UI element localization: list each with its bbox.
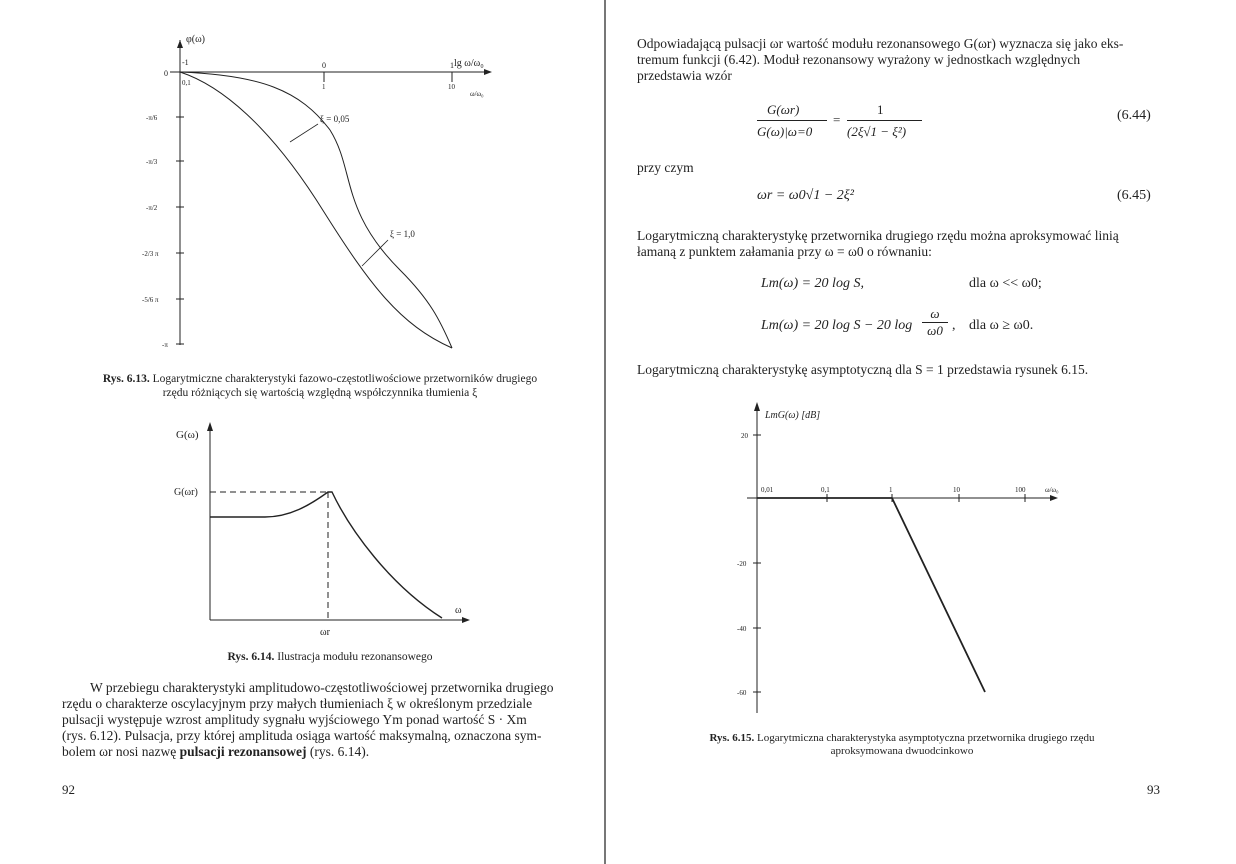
x-tick2-0: 0,1: [182, 79, 191, 87]
page-number-left: 92: [62, 782, 75, 797]
lm-equation-1: Lm(ω) = 20 log S,: [761, 276, 864, 291]
y-axis-arrow: [207, 422, 213, 431]
y-tick-20: 20: [741, 432, 748, 440]
x-tick-2: 1: [450, 61, 454, 70]
x-tick-10: 10: [953, 486, 960, 494]
para-line: Logarytmiczną charakterystykę przetwornika drugiego rzędu można aproksymować linią: [637, 228, 1119, 243]
y-axis-arrow: [754, 402, 760, 411]
fig-6-13-phase-chart: [140, 30, 500, 355]
equation-6-44: G(ωr) G(ω)|ω=0 = 1 (2ξ√1 − ξ²): [757, 98, 957, 148]
equation-6-45: ωr = ω0√1 − 2ξ²: [757, 188, 854, 203]
para-line: przedstawia wzór: [637, 68, 732, 83]
body-paragraph: [62, 680, 578, 760]
y-axis-label: LmG(ω) [dB]: [765, 410, 821, 421]
para-line: Odpowiadającą pulsacji ωr wartość modułu rezonansowego G(ωr) wyznacza się jako eks-: [637, 36, 1124, 51]
para-text: (rys. 6.14).: [306, 744, 370, 759]
lm-condition-2: dla ω ≥ ω0.: [969, 318, 1034, 333]
fig-6-15-asymptotic-chart: [727, 398, 1067, 718]
frac-num: ω: [930, 306, 940, 321]
y-tick-6: -π: [162, 341, 168, 349]
para-last-line: [62, 744, 578, 760]
eq-number-6-45: (6.45): [1117, 188, 1151, 203]
para-line: łamaną z punktem załamania przy ω = ω0 o równaniu:: [637, 244, 932, 259]
y-tick-m20: -20: [737, 560, 747, 568]
fig-6-14-resonance-chart: [170, 420, 480, 645]
y-axis-label: G(ω): [176, 429, 199, 441]
eq-rhs-num: 1: [877, 102, 884, 117]
caption-label: Rys. 6.13.: [102, 373, 150, 385]
right-page: [607, 0, 1236, 864]
resonance-curve: [210, 492, 442, 618]
para-bold-term: pulsacji rezonansowej: [179, 744, 307, 759]
x-tick-1: 0: [322, 61, 326, 70]
label-xi-1-0: ξ = 1,0: [390, 229, 415, 239]
para-text: bolem ωr nosi nazwę: [62, 744, 180, 759]
curve-xi-0-05: [180, 72, 452, 348]
y-tick-4: -2/3 π: [142, 250, 159, 258]
para-line: pulsacji występuje wzrost amplitudy sygnału wyjściowego Ym ponad wartość S · Xm: [62, 712, 527, 727]
x-unit-label: ω/ω₀: [470, 90, 484, 98]
lm-equation-2: Lm(ω) = 20 log S − 20 log: [761, 318, 913, 333]
x-marker-label: ωr: [320, 627, 330, 638]
x-tick2-1: 1: [322, 83, 326, 91]
y-tick-m40: -40: [737, 625, 747, 633]
x-tick2-2: 10: [448, 83, 455, 91]
book-spine: [604, 0, 606, 864]
caption-text: Ilustracja modułu rezonansowego: [274, 651, 433, 663]
x-tick-0-01: 0,01: [761, 486, 774, 494]
caption-label: Rys. 6.15.: [709, 732, 755, 744]
fig-6-14-caption: [150, 650, 510, 664]
eq-rhs-den: (2ξ√1 − ξ²): [847, 124, 907, 139]
paragraph-3: Logarytmiczną charakterystykę asymptotyczną dla S = 1 przedstawia rysunek 6.15.: [637, 362, 1089, 377]
x-axis-arrow: [484, 69, 492, 75]
x-axis-arrow: [462, 617, 470, 623]
label-xi-0-05: ξ = 0,05: [320, 114, 350, 124]
fig-6-13-caption: [100, 372, 540, 400]
y-tick-5: -5/6 π: [142, 296, 159, 304]
para-line: (rys. 6.12). Pulsacja, przy której amplituda osiąga wartość maksymalną, oznaczona sym-: [62, 728, 542, 743]
y-axis-arrow: [177, 40, 183, 48]
paragraph-2: [637, 228, 1162, 260]
przy-czym: przy czym: [637, 160, 694, 175]
x-axis-label: ω: [455, 605, 462, 616]
y-tick-1: -π/6: [146, 114, 158, 122]
y-tick-3: -π/2: [146, 204, 158, 212]
caption-label: Rys. 6.14.: [227, 651, 275, 663]
para-line: tremum funkcji (6.42). Moduł rezonansowy wyrażony w jednostkach względnych: [637, 52, 1081, 67]
caption-text: Logarytmiczne charakterystyki fazowo-częstotliwościowe przetworników drugiego rzędu różniących się wartością względną współczynnika tłumienia ξ: [149, 373, 538, 399]
peak-label: G(ωr): [174, 487, 198, 498]
y-axis-label: φ(ω): [186, 34, 206, 45]
para-line: W przebiegu charakterystyki amplitudowo-częstotliwościowej przetwornika drugiego: [90, 680, 554, 695]
y-tick-m60: -60: [737, 689, 747, 697]
page-number-right: 93: [1147, 782, 1160, 797]
x-axis-arrow: [1050, 495, 1058, 501]
intro-paragraph: [637, 36, 1162, 84]
x-tick-100: 100: [1015, 486, 1026, 494]
lm-eq2-frac: [922, 306, 948, 339]
x-tick-0: -1: [182, 58, 189, 67]
eq-lhs-den: G(ω)|ω=0: [757, 124, 813, 139]
left-page: [0, 0, 605, 864]
eq-number-6-44: (6.44): [1117, 108, 1151, 123]
asymptote-line: [757, 498, 985, 692]
x-unit-label: ω/ω₀: [1045, 486, 1059, 494]
eq-lhs-num: G(ωr): [767, 102, 800, 117]
lm-eq2-comma: ,: [952, 318, 956, 333]
frac-den: ω0: [927, 323, 943, 338]
para-line: rzędu o charakterze oscylacyjnym przy małych tłumieniach ξ w określonym przedziale: [62, 696, 533, 711]
x-tick-1: 1: [889, 486, 893, 494]
y-tick-0: 0: [164, 69, 168, 78]
y-tick-2: -π/3: [146, 158, 158, 166]
x-axis-label: lg ω/ω₀: [454, 58, 484, 69]
caption-text: Logarytmiczna charakterystyka asymptotyczna przetwornika drugiego rzędu aproksymowana dwuodcinkowo: [754, 732, 1095, 757]
lm-condition-1: dla ω << ω0;: [969, 276, 1042, 291]
x-tick-0-1: 0,1: [821, 486, 830, 494]
fig-6-15-caption: [707, 732, 1097, 758]
